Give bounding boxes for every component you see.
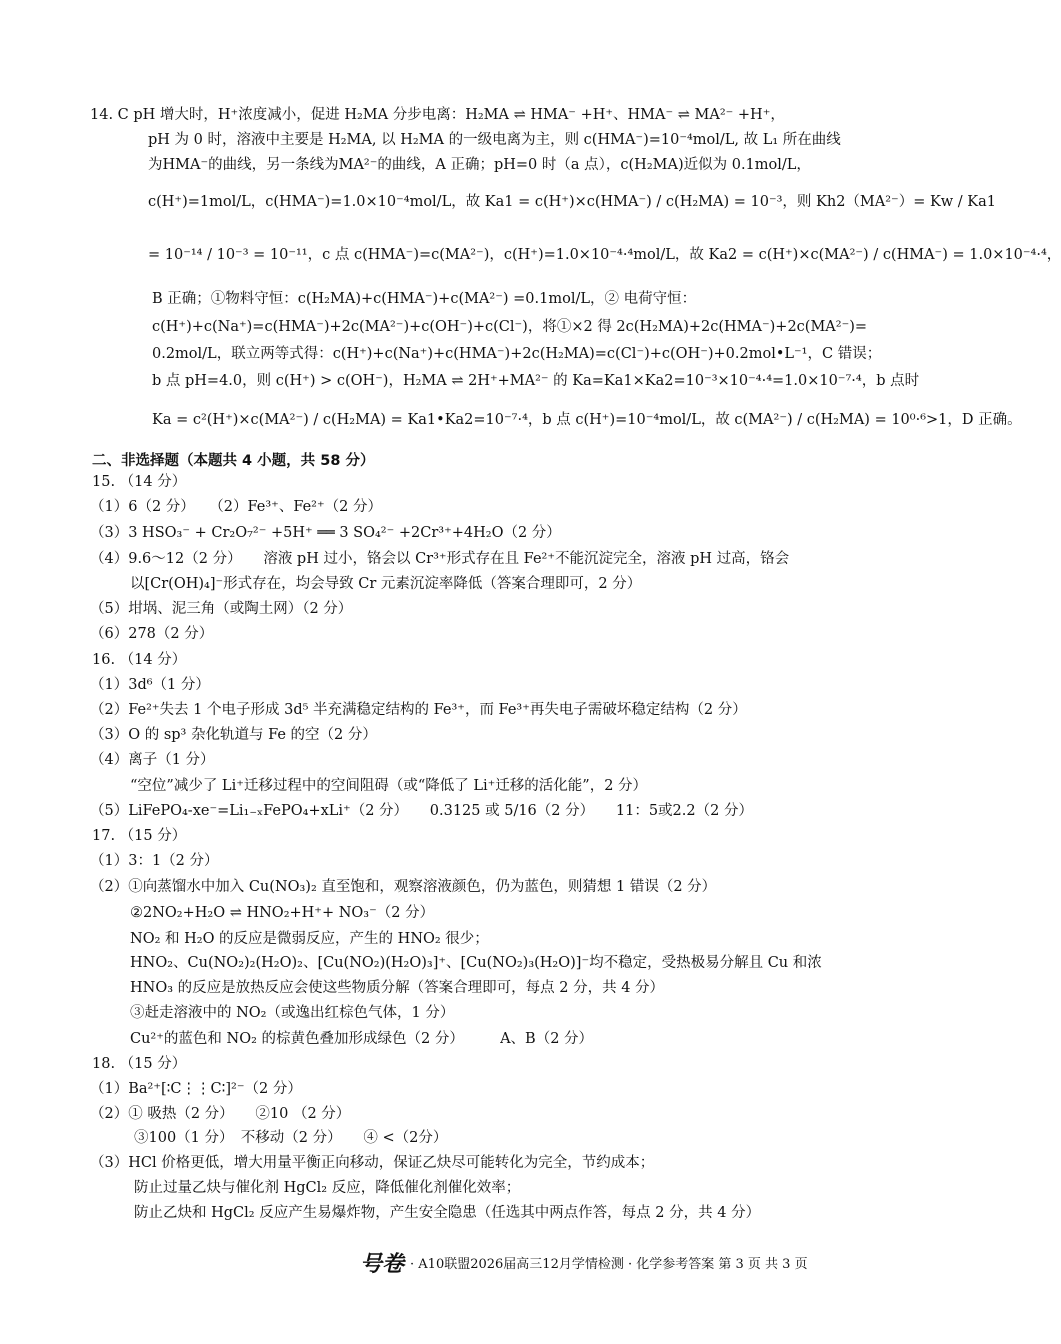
q18-2b: ③100（1 分） 不移动（2 分） ④ <（2分）: [134, 1130, 448, 1146]
q16-3: （3）O 的 sp³ 杂化轨道与 Fe 的空（2 分）: [90, 727, 377, 743]
q18-3b: 防止过量乙炔与催化剂 HgCl₂ 反应，降低催化剂催化效率；: [134, 1180, 521, 1196]
q14-line-5: = 10⁻¹⁴ / 10⁻³ = 10⁻¹¹，c 点 c(HMA⁻)=c(MA²⁻)，c(H⁺)=1.0×10⁻⁴·⁴mol/L，故 Ka2 = c(H⁺)×c(MA²⁻) / c(HMA⁻) = 1.0×10⁻⁴·⁴，: [148, 247, 1061, 263]
q18-3c: 防止乙炔和 HgCl₂ 反应产生易爆炸物，产生安全隐患（任选其中两点作答，每点 2 分，共 4 分）: [134, 1205, 761, 1221]
q18-3a: （3）HCl 价格更低，增大用量平衡正向移动，保证乙炔尽可能转化为完全，节约成本；: [90, 1155, 655, 1171]
q15-3: （3）3 HSO₃⁻ + Cr₂O₇²⁻ +5H⁺ ══ 3 SO₄²⁻ +2Cr³⁺+4H₂O（2 分）: [90, 525, 561, 541]
q16-4b: “空位”减少了 Li⁺迁移过程中的空间阻碍（或“降低了 Li⁺迁移的活化能”，2 分）: [130, 778, 648, 794]
q18-heading: 18. （15 分）: [92, 1056, 187, 1072]
brand-logo: 号卷: [360, 1251, 405, 1277]
q17-2e: HNO₃ 的反应是放热反应会使这些物质分解（答案合理即可，每点 2 分，共 4 分）: [130, 980, 665, 996]
q17-2g: Cu²⁺的蓝色和 NO₂ 的棕黄色叠加形成绿色（2 分） A、B（2 分）: [130, 1031, 594, 1047]
q17-2b: ②2NO₂+H₂O ⇌ HNO₂+H⁺+ NO₃⁻（2 分）: [130, 905, 435, 921]
q14-line-10: Ka = c²(H⁺)×c(MA²⁻) / c(H₂MA) = Ka1•Ka2=10⁻⁷·⁴，b 点 c(H⁺)=10⁻⁴mol/L，故 c(MA²⁻) / c(H₂MA) = 10⁰·⁶>1，D 正确。: [152, 412, 1022, 428]
q15-1-2: （1）6（2 分） （2）Fe³⁺、Fe²⁺（2 分）: [90, 499, 382, 515]
q17-2c: NO₂ 和 H₂O 的反应是微弱反应，产生的 HNO₂ 很少；: [130, 931, 489, 947]
q16-5: （5）LiFePO₄-xe⁻=Li₁₋ₓFePO₄+xLi⁺（2 分） 0.3125 或 5/16（2 分） 11：5或2.2（2 分）: [90, 803, 753, 819]
q14-line-4: c(H⁺)=1mol/L，c(HMA⁻)=1.0×10⁻⁴mol/L，故 Ka1 = c(H⁺)×c(HMA⁻) / c(H₂MA) = 10⁻³，则 Kh2（MA²⁻）= Kw / Ka1: [148, 194, 997, 210]
q16-2: （2）Fe²⁺失去 1 个电子形成 3d⁵ 半充满稳定结构的 Fe³⁺，而 Fe³⁺再失电子需破坏稳定结构（2 分）: [90, 702, 747, 718]
q16-4a: （4）离子（1 分）: [90, 752, 215, 768]
q16-1: （1）3d⁶（1 分）: [90, 677, 210, 693]
q17-2d: HNO₂、Cu(NO₂)₂(H₂O)₂、[Cu(NO₂)(H₂O)₃]⁺、[Cu(NO₂)₃(H₂O)]⁻均不稳定，受热极易分解且 Cu 和浓: [130, 955, 822, 971]
q18-1: （1）Ba²⁺[∶C⋮⋮C∶]²⁻（2 分）: [90, 1081, 302, 1097]
q14-line-1: 14. C pH 增大时，H⁺浓度减小，促进 H₂MA 分步电离：H₂MA ⇌ HMA⁻ +H⁺、HMA⁻ ⇌ MA²⁻ +H⁺，: [90, 107, 785, 123]
q15-6: （6）278（2 分）: [90, 626, 214, 642]
q17-1: （1）3：1（2 分）: [90, 853, 219, 869]
q18-2a: （2）① 吸热（2 分） ②10 （2 分）: [90, 1106, 351, 1122]
section-heading: 二、非选择题（本题共 4 小题，共 58 分）: [92, 453, 375, 469]
q17-heading: 17. （15 分）: [92, 828, 187, 844]
q14-line-7: c(H⁺)+c(Na⁺)=c(HMA⁻)+2c(MA²⁻)+c(OH⁻)+c(Cl⁻)，将①×2 得 2c(H₂MA)+2c(HMA⁻)+2c(MA²⁻)=: [152, 319, 868, 335]
q17-2f: ③赶走溶液中的 NO₂（或逸出红棕色气体，1 分）: [130, 1005, 455, 1021]
q14-line-6: B 正确；①物料守恒：c(H₂MA)+c(HMA⁻)+c(MA²⁻) =0.1mol/L，② 电荷守恒：: [152, 291, 697, 307]
page-footer: [360, 1247, 808, 1278]
q15-5: （5）坩埚、泥三角（或陶土网）（2 分）: [90, 601, 353, 617]
q17-2a: （2）①向蒸馏水中加入 Cu(NO₃)₂ 直至饱和，观察溶液颜色，仍为蓝色，则猜想 1 错误（2 分）: [90, 879, 717, 895]
q14-line-3: 为HMA⁻的曲线，另一条线为MA²⁻的曲线，A 正确；pH=0 时（a 点），c(H₂MA)近似为 0.1mol/L，: [148, 157, 811, 173]
footer-text: · A10联盟2026届高三12月学情检测 · 化学参考答案 第 3 页 共 3 页: [410, 1257, 808, 1272]
q15-heading: 15. （14 分）: [92, 474, 187, 490]
q14-line-8: 0.2mol/L，联立两等式得：c(H⁺)+c(Na⁺)+c(HMA⁻)+2c(H₂MA)=c(Cl⁻)+c(OH⁻)+0.2mol•L⁻¹，C 错误；: [152, 346, 882, 362]
q14-line-9: b 点 pH=4.0，则 c(H⁺) > c(OH⁻)，H₂MA ⇌ 2H⁺+MA²⁻ 的 Ka=Ka1×Ka2=10⁻³×10⁻⁴·⁴=1.0×10⁻⁷·⁴，b 点时: [152, 373, 920, 389]
q14-line-2: pH 为 0 时，溶液中主要是 H₂MA, 以 H₂MA 的一级电离为主，则 c(HMA⁻)=10⁻⁴mol/L, 故 L₁ 所在曲线: [148, 132, 841, 148]
q15-4b: 以[Cr(OH)₄]⁻形式存在，均会导致 Cr 元素沉淀率降低（答案合理即可，2 分）: [130, 576, 642, 592]
q15-4a: （4）9.6～12（2 分） 溶液 pH 过小，铬会以 Cr³⁺形式存在且 Fe²⁺不能沉淀完全，溶液 pH 过高，铬会: [90, 551, 790, 567]
q16-heading: 16. （14 分）: [92, 652, 187, 668]
